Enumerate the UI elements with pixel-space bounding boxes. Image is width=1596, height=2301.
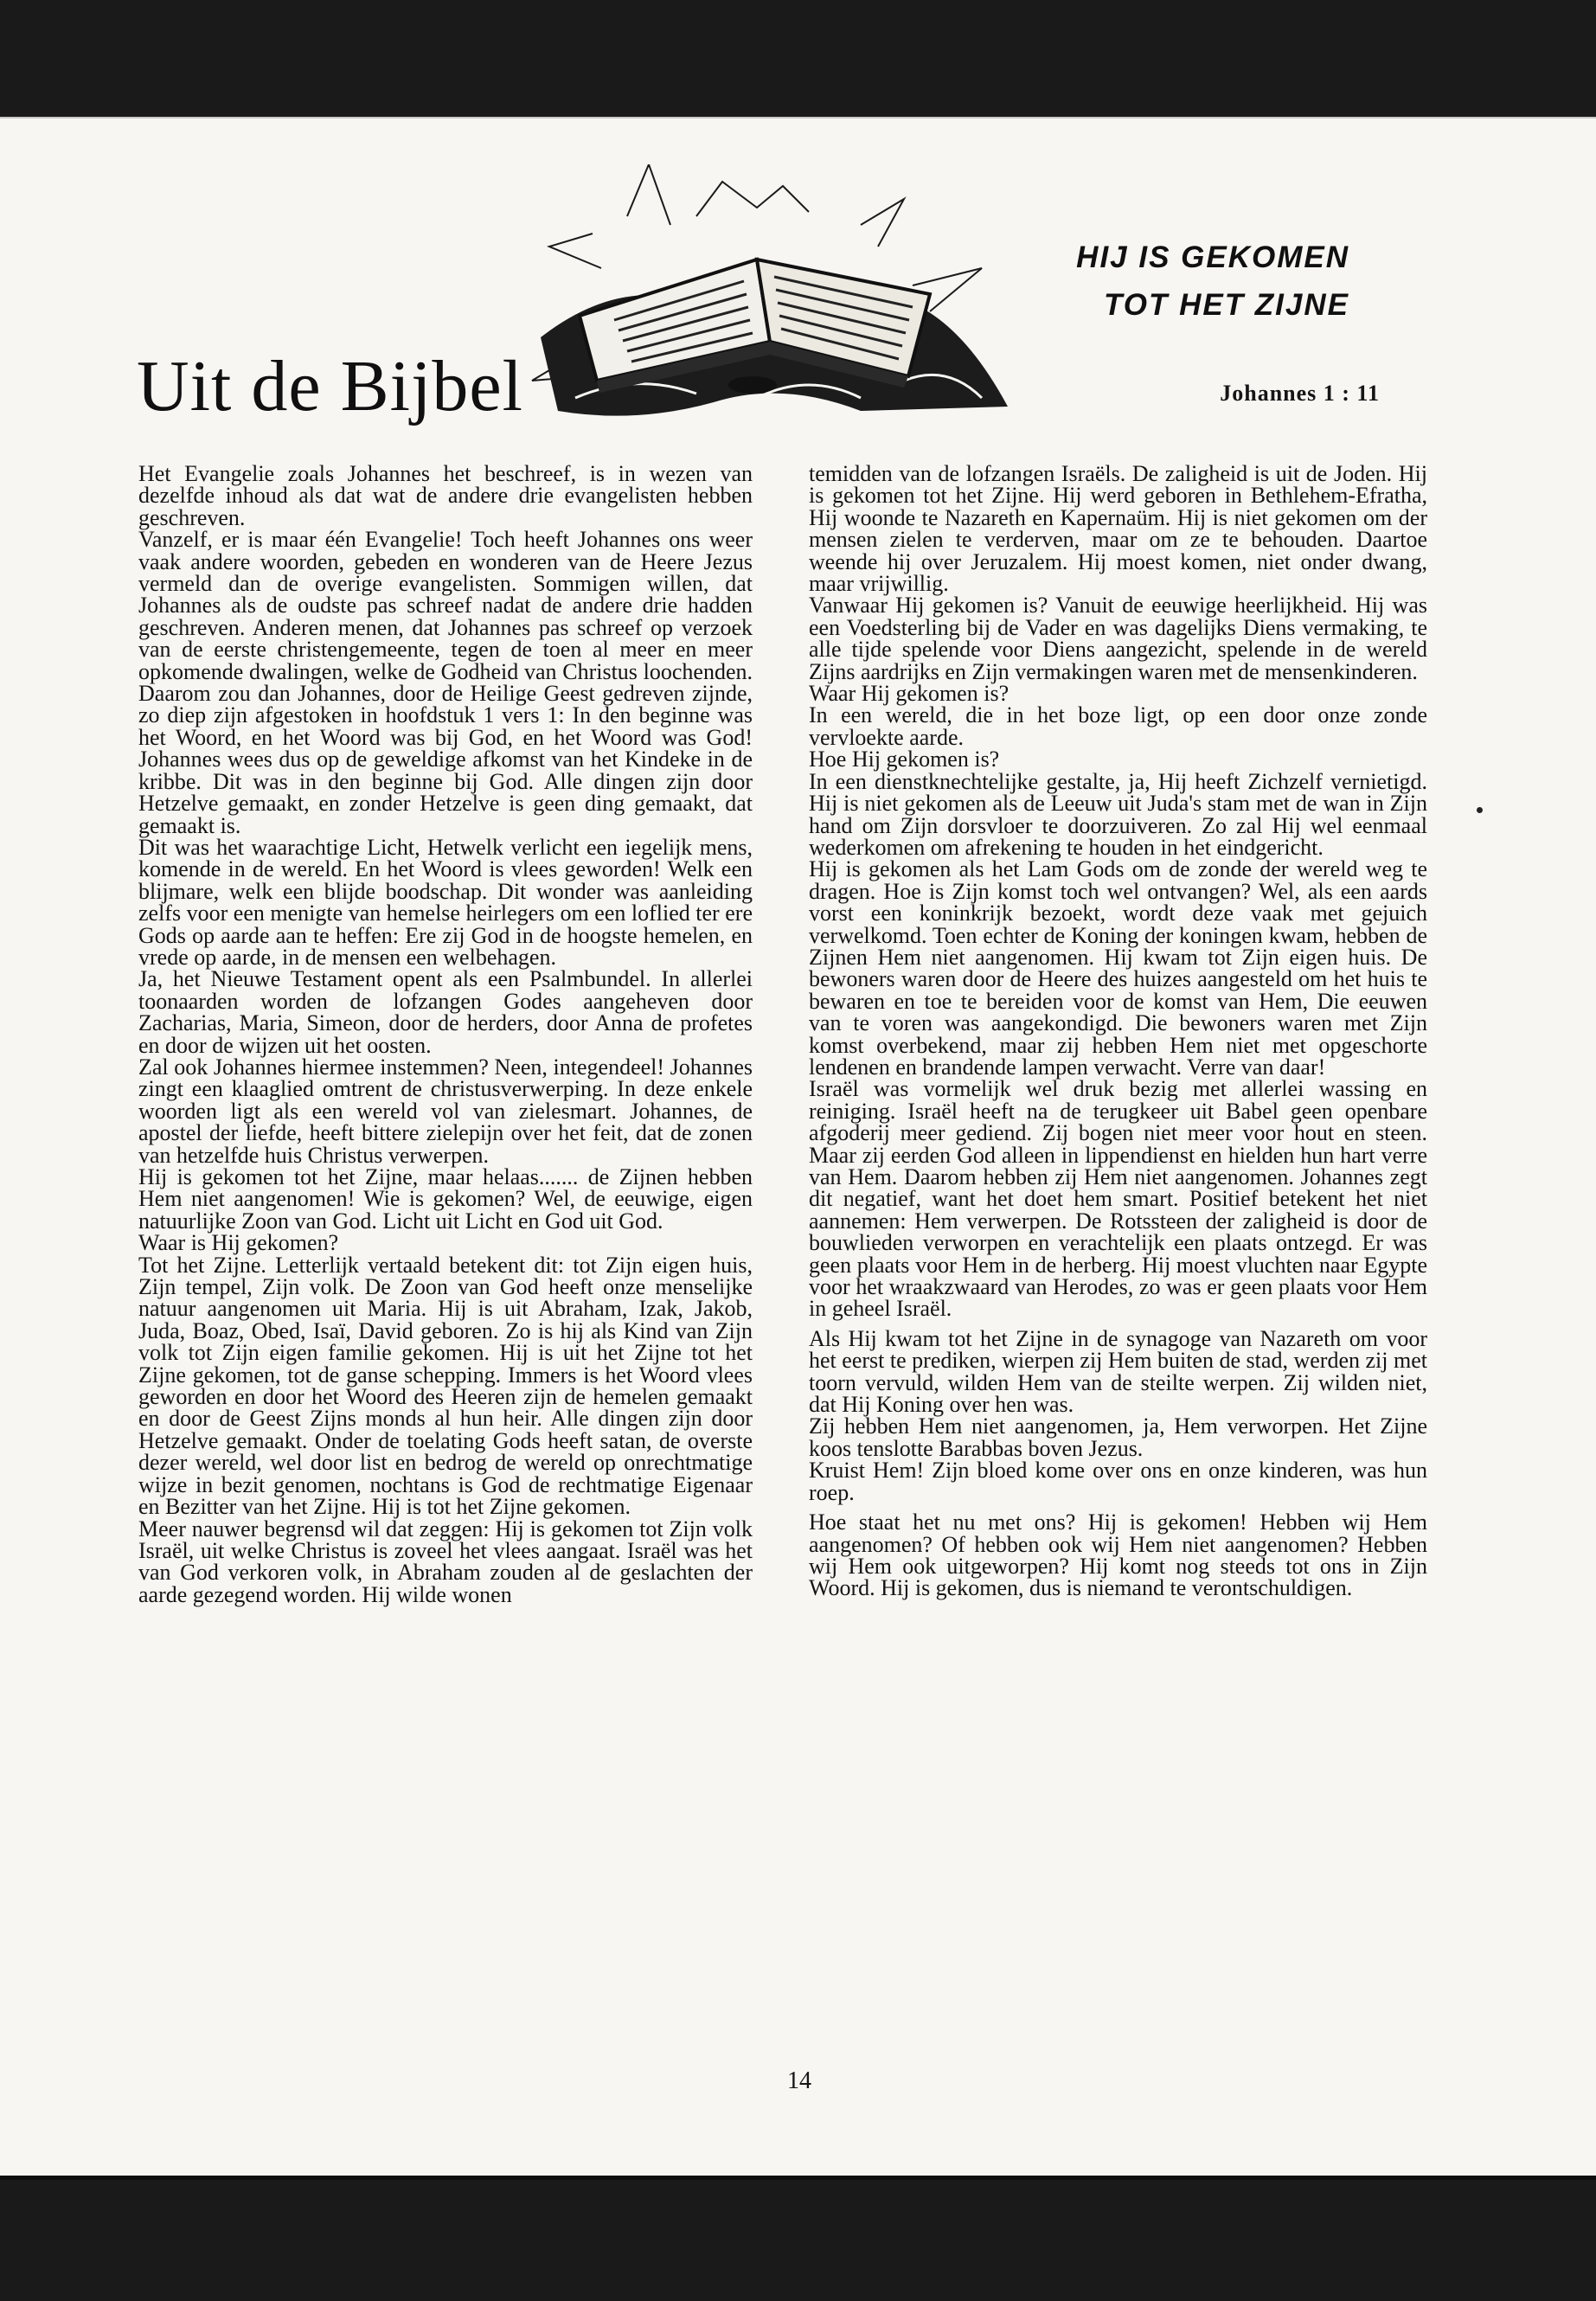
headline-line-1: HIJ IS GEKOMEN	[1076, 240, 1349, 274]
top-edge-rule	[0, 117, 1596, 119]
paragraph: Kruist Hem! Zijn bloed kome over ons en onze kinderen, was hun roep.	[809, 1458, 1427, 1505]
paragraph: Vanwaar Hij gekomen is? Vanuit de eeuwige heerlijkheid. Hij was een Voedsterling bij de Vader en was dagelijks Diens vermaking, te alle tijde spelende voor Diens aangezicht, spelende in de wereld Zijns aardrijks en Zijn vermakingen waren met de mensenkinderen.	[809, 593, 1427, 684]
paragraph: Ja, het Nieuwe Testament opent als een Psalmbundel. In allerlei toonaarden worden de lofzangen Godes aangeheven door Zacharias, Maria, Simeon, door de herders, door Anna de profetes en door de wijzen uit het oosten.	[138, 966, 753, 1058]
paragraph: Het Evangelie zoals Johannes het beschreef, is in wezen van dezelfde inhoud als dat wat de andere drie evangelisten hebben geschreven.	[138, 461, 753, 530]
article-headline	[1076, 234, 1349, 329]
magazine-page	[0, 117, 1596, 2180]
scripture-reference: Johannes 1 : 11	[1220, 381, 1380, 406]
headline-line-2: TOT HET ZIJNE	[1104, 288, 1349, 322]
paragraph: Hoe Hij gekomen is?	[809, 747, 1000, 772]
ink-speck	[1477, 807, 1483, 813]
paragraph: Als Hij kwam tot het Zijne in de synagoge van Nazareth om voor het eerst te prediken, wierpen zij Hem buiten de stad, werden zij met toorn vervuld, wilden Hem van de steilte werpen. Zij wilden niet, dat Hij Koning over hen was.	[809, 1325, 1427, 1418]
open-bible-icon	[497, 164, 1025, 424]
paragraph: Hij is gekomen als het Lam Gods om de zonde der wereld weg te dragen. Hoe is Zijn komst toch wel ontvangen? Wel, als een aards vorst een koninkrijk bezoekt, wordt deze vaak met gejuich verwelkomd. Toen echter de Koning der koningen kwam, hebben de Zijnen Hem niet aangenomen. Hij kwam tot Zijn eigen huis. De bewoners waren door de Heere des huizes aangesteld om het huis te bewaren en toe te bereiden voor de komst van Hem, Die eeuwen van te voren was aangekondigd. Die bewoners waren met Zijn komst overbekend, maar zij hebben Hem niet met opgeschorte lendenen en brandende lampen verwacht. Verre van daar!	[809, 856, 1427, 1080]
paragraph: Dit was het waarachtige Licht, Hetwelk verlicht een iegelijk mens, komende in de wereld. En het Woord is vlees geworden! Welk een blijmare, welk een blijde boodschap. Dit wonder was aanleiding zelfs voor een menigte van hemelse heirlegers om een loflied ter ere Gods op aarde aan te heffen: Ere zij God in de hoogste hemelen, en vrede op aarde, in de mensen een welbehagen.	[138, 834, 753, 970]
right-column	[809, 463, 1427, 1599]
paragraph: Tot het Zijne. Letterlijk vertaald betekent dit: tot Zijn eigen huis, Zijn tempel, Zijn volk. De Zoon van God heeft onze menselijke natuur aangenomen uit Maria. Hij is uit Abraham, Izak, Jakob, Juda, Boaz, Obed, Isaï, David geboren. Zo is hij als Kind van Zijn volk tot Zijn eigen familie gekomen. Hij is uit het Zijne tot het Zijne gekomen, tot de ganse schepping. Immers is het Woord vlees geworden en door het Woord des Heeren zijn de hemelen gemaakt en door de Geest Zijns monds al hun heir. Alle dingen zijn door Hetzelve gemaakt. Onder de toelating Gods heeft satan, de overste dezer wereld, wel door list en bedrog de wereld op onrechtmatige wijze in bezit genomen, nochtans is God de rechtmatige Eigenaar en Bezitter van het Zijne. Hij is tot het Zijne gekomen.	[138, 1252, 753, 1520]
paragraph: Waar Hij gekomen is?	[809, 681, 1010, 707]
paragraph: Meer nauwer begrensd wil dat zeggen: Hij is gekomen tot Zijn volk Israël, uit welke Christus is zoveel het vlees aangaat. Israël was het van God verkoren volk, in Abraham zouden al de geslachten der aarde gezegend worden. Hij wilde wonen	[138, 1516, 753, 1607]
paragraph: temidden van de lofzangen Israëls. De zaligheid is uit de Joden. Hij is gekomen tot het Zijne. Hij werd geboren in Bethlehem-Efratha, Hij woonde te Nazareth en Kapernaüm. Hij is niet gekomen om der mensen zielen te verderven, maar om ze te behouden. Daartoe weende hij over Jeruzalem. Hij moest komen, niet onder dwang, maar vrijwillig.	[809, 461, 1427, 597]
paragraph: In een dienstknechtelijke gestalte, ja, Hij heeft Zichzelf vernietigd. Hij is niet gekomen als de Leeuw uit Juda's stam met de wan in Zijn hand om Zijn dorsvloer te doorzuiveren. Zo zal Hij wel eenmaal wederkomen om afrekening te houden in het eindgericht.	[809, 768, 1427, 860]
bottom-edge-rule	[0, 2176, 1596, 2180]
left-column	[138, 463, 753, 1606]
paragraph: Hij is gekomen tot het Zijne, maar helaas....... de Zijnen hebben Hem niet aangenomen! Wie is gekomen? Wel, de eeuwige, eigen natuurlijke Zoon van God. Licht uit Licht en God uit God.	[138, 1164, 753, 1234]
paragraph: Israël was vormelijk wel druk bezig met allerlei wassing en reiniging. Israël heeft na de terugkeer uit Babel geen openbare afgoderij meer gediend. Zij bogen niet meer voor hout en steen. Maar zij eerden God alleen in lippendienst en hielden hun hart verre van Hem. Daarom hebben zij Hem niet aangenomen. Johannes zegt dit negatief, want het doet hem smart. Positief betekent het niet aannemen: Hem verwerpen. De Rotssteen der zaligheid is door de bouwlieden verworpen en verachtelijk een plaats ontzegd. Er was geen plaats voor Hem in de herberg. Hij moest vluchten naar Egypte voor het wraakzwaard van Herodes, zo was er geen plaats voor Hem in geheel Israël.	[809, 1076, 1427, 1322]
section-title: Uit de Bijbel	[137, 346, 523, 426]
paragraph: Hoe staat het nu met ons? Hij is gekomen! Hebben wij Hem aangenomen? Of hebben ook wij Hem niet aangenomen? Hebben wij Hem ook uitgeworpen? Hij komt nog steeds tot ons in Zijn Woord. Hij is gekomen, dus is niemand te verontschuldigen.	[809, 1509, 1427, 1601]
paragraph: Vanzelf, er is maar één Evangelie! Toch heeft Johannes ons weer vaak andere woorden, gebeden en wonderen van de Heere Jezus vermeld dan de overige evangelisten. Sommigen willen, dat Johannes als de oudste pas schreef nadat de andere drie hadden geschreven. Anderen menen, dat Johannes pas schreef op verzoek van de eerste christengemeente, tegen de toen al meer en meer opkomende dwalingen, welke de Godheid van Christus loochenden. Daarom zou dan Johannes, door de Heilige Geest gedreven zijnde, zo diep zijn afgestoken in hoofdstuk 1 vers 1: In den beginne was het Woord, en het Woord was bij God, en het Woord was God! Johannes wees dus op de geweldige afkomst van het Kindeke in de kribbe. Dit was in den beginne bij God. Alle dingen zijn door Hetzelve gemaakt, en zonder Hetzelve is geen ding gemaakt, dat gemaakt is.	[138, 527, 753, 838]
paragraph: Zij hebben Hem niet aangenomen, ja, Hem verworpen. Het Zijne koos tenslotte Barabbas boven Jezus.	[809, 1413, 1427, 1461]
page-number: 14	[787, 2067, 811, 2094]
paragraph: In een wereld, die in het boze ligt, op een door onze zonde vervloekte aarde.	[809, 702, 1427, 750]
paragraph: Waar is Hij gekomen?	[138, 1230, 339, 1256]
paragraph: Zal ook Johannes hiermee instemmen? Neen, integendeel! Johannes zingt een klaaglied omtrent de christusverwerping. In deze enkele woorden ligt als een wereld vol van zielesmart. Johannes, de apostel der liefde, heeft bittere zielepijn over het feit, dat de zonen van hetzelfde huis Christus verwerpen.	[138, 1054, 753, 1168]
